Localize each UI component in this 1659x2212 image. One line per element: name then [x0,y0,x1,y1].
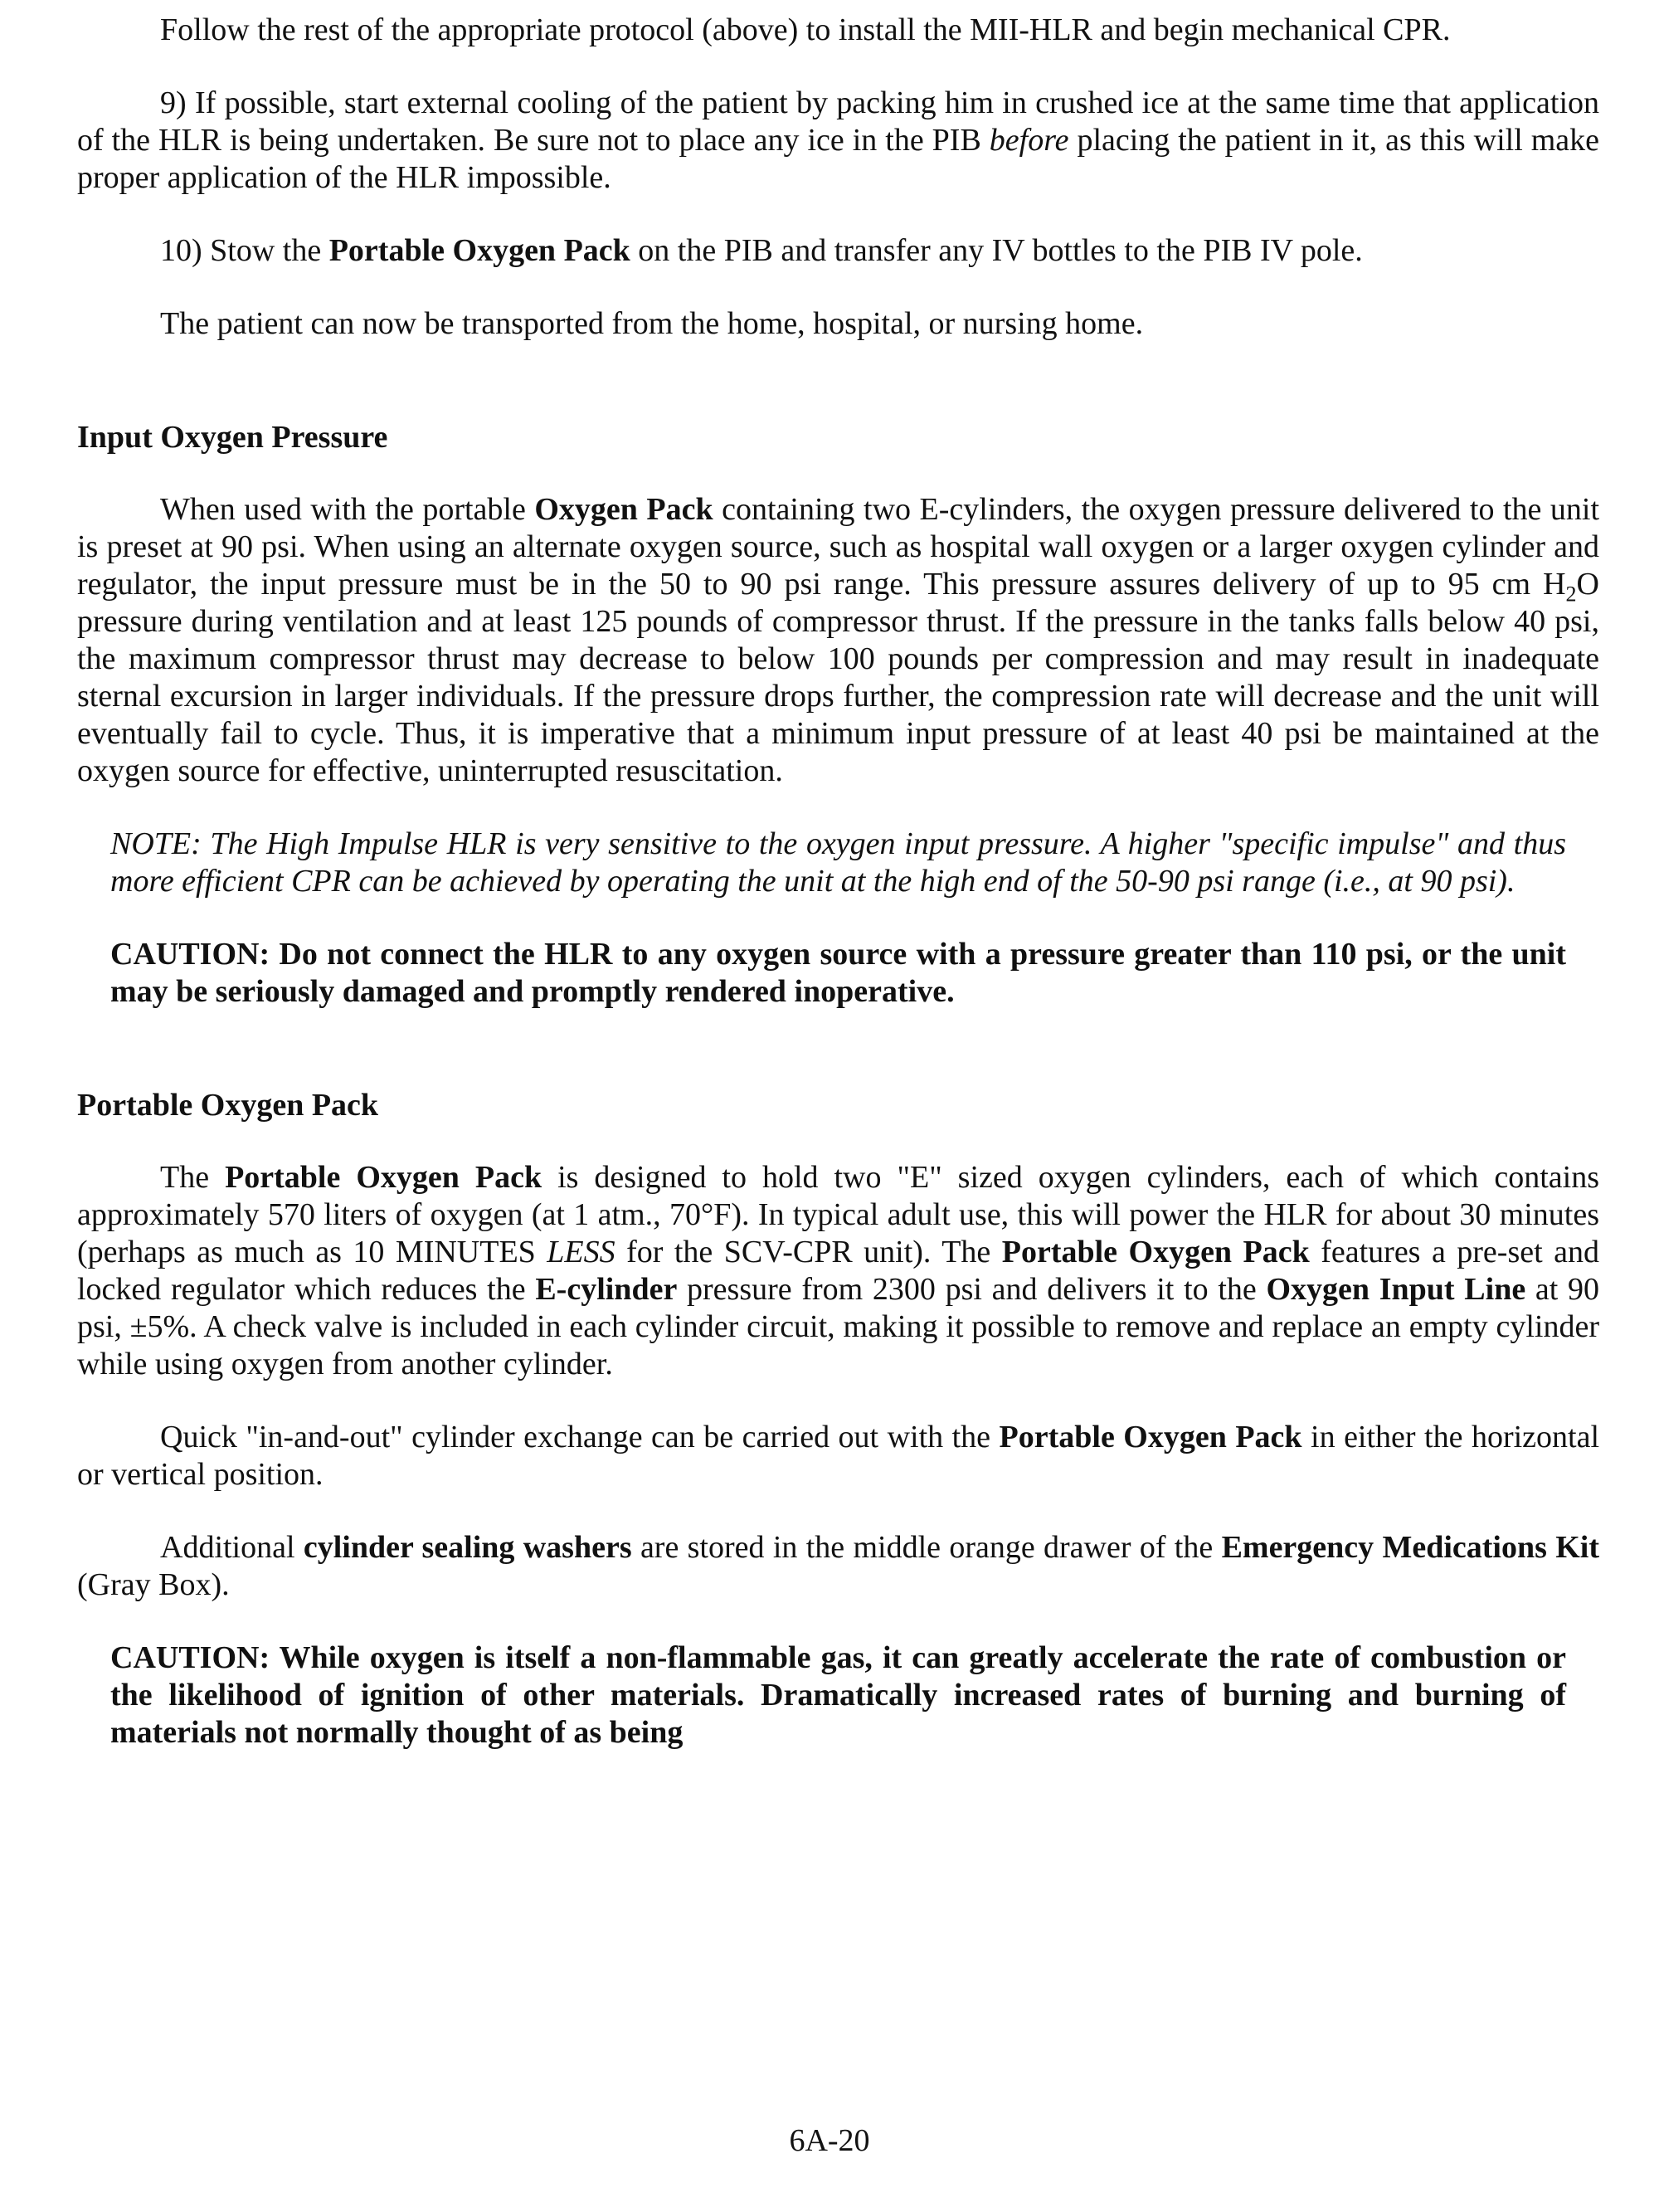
step-10-paragraph [77,232,1599,270]
input-p1-subscript: 2 [1565,582,1577,607]
input-p1-b: containing two E-cylinders, the oxygen pressure delivered to the unit is preset at 90 psi. When using an alternate oxygen source, such as hospital wall oxygen or a larger oxygen cylinder and regulator, the input pressure must be in the 50 to 90 psi range. This pressure assures delivery of up to 95 cm [77,492,1600,602]
continuation-text: Follow the rest of the appropriate protocol (above) to install the MII-HLR and begin mechanical CPR. [160,12,1451,47]
pack-p2-bold: Portable Oxygen Pack [999,1420,1302,1454]
pack-p1-italic: LESS [547,1235,615,1269]
pack-p3-bold1: cylinder sealing washers [303,1530,632,1565]
section-heading-input-oxygen: Input Oxygen Pressure [77,420,388,455]
pack-p2-b: in either the horizontal or vertical position. [77,1420,1600,1492]
step-10-number: 10) [160,233,202,268]
pack-p1-e: pressure from 2300 psi and delivers it to the [687,1272,1257,1307]
pack-p1-bold1: Portable Oxygen Pack [225,1160,542,1195]
input-note: NOTE: The High Impulse HLR is very sensitive to the oxygen input pressure. A higher "specific impulse" and thus more efficient CPR can be achieved by operating the unit at the high end of the 50-90 psi range (i.e., at 90 psi). [110,826,1566,899]
pack-p1-bold2: Portable Oxygen Pack [1001,1235,1310,1269]
page-number: 6A-20 [789,2123,870,2158]
input-p1-c: O pressure during ventilation and at least 125 pounds of compressor thrust. If the pressure in the tanks falls below 40 psi, the maximum compressor thrust may decrease to below 100 pounds per compression and may result in inadequate sternal excursion in larger individuals. If the pressure drops further, the compression rate will decrease and the unit will eventually fail to cycle. Thus, it is imperative that a minimum input pressure of at least 40 psi be maintained at the oxygen source for effective, uninterrupted resuscitation. [77,567,1599,788]
input-p1-bold: Oxygen Pack [534,492,713,527]
pack-p1-c: for the SCV-CPR unit). The [626,1235,991,1269]
step-9-paragraph [77,85,1599,197]
pack-p1-a: The [160,1160,210,1195]
pack-p3-c: (Gray Box). [77,1567,230,1602]
pack-p3-b: are stored in the middle orange drawer of the [640,1530,1214,1565]
pack-paragraph-3 [77,1529,1599,1604]
step-10-text-b: on the PIB and transfer any IV bottles to the PIB IV pole. [638,233,1363,268]
pack-p3-bold2: Emergency Medications Kit [1221,1530,1599,1565]
pack-p1-bold4: Oxygen Input Line [1266,1272,1526,1307]
pack-p1-bold3: E-cylinder [535,1272,678,1307]
step-9-text-a: If possible, start external cooling of the patient by packing him in crushed ice at the same time that application of the HLR is being undertaken. Be sure not to place any ice in the PIB [77,85,1600,158]
pack-caution: CAUTION: While oxygen is itself a non-flammable gas, it can greatly accelerate the rate of combustion or the likelihood of ignition of other materials. Dramatically increased rates of burning and burning of materials not normally thought of as being [110,1640,1566,1750]
step-10-text-a: Stow the [210,233,322,268]
input-pressure-paragraph [77,491,1599,790]
continuation-paragraph [77,12,1599,49]
section-heading-portable-pack: Portable Oxygen Pack [77,1088,379,1123]
pack-paragraph-2 [77,1419,1599,1493]
pack-p1-d: features a pre-set and locked regulator which reduces the [77,1235,1599,1307]
transport-text: The patient can now be transported from the home, hospital, or nursing home. [160,306,1144,341]
pack-p2-a: Quick "in-and-out" cylinder exchange can be carried out with the [160,1420,991,1454]
step-10-bold: Portable Oxygen Pack [328,233,630,268]
pack-p1-f: at 90 psi, ±5%. A check valve is included in each cylinder circuit, making it possible to remove and replace an empty cylinder while using oxygen from another cylinder. [77,1272,1600,1381]
input-p1-h: H [1543,567,1566,602]
step-9-text-b: placing the patient in it, as this will make proper application of the HLR impossible. [77,123,1600,195]
input-p1-a: When used with the portable [160,492,526,527]
step-9-number: 9) [160,85,187,120]
input-caution: CAUTION: Do not connect the HLR to any oxygen source with a pressure greater than 110 psi, or the unit may be seriously damaged and promptly rendered inoperative. [110,937,1566,1009]
transport-paragraph [77,305,1599,343]
pack-p3-a: Additional [160,1530,295,1565]
pack-p1-b: is designed to hold two "E" sized oxygen cylinders, each of which contains approximately 570 liters of oxygen (at 1 atm., 70°F). In typical adult use, this will power the HLR for about 30 minutes (perhaps as much as 10 MINUTES [77,1160,1600,1269]
step-9-emphasis: before [989,123,1069,158]
pack-paragraph-1 [77,1159,1599,1383]
